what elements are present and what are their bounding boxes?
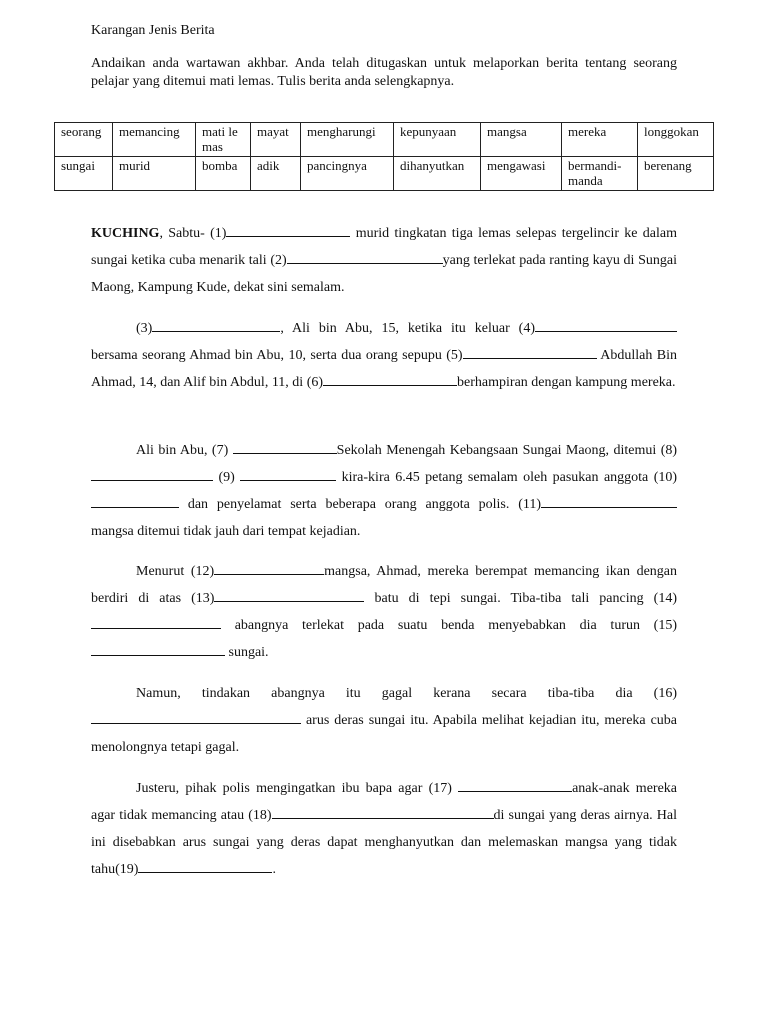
paragraph-6: [91, 775, 677, 883]
blank-number: (17): [428, 781, 452, 796]
table-cell: mereka: [562, 123, 638, 157]
paragraph-text: berhampiran dengan kampung mereka.: [457, 375, 676, 390]
answer-blank-16[interactable]: [91, 711, 301, 724]
blank-number: (9): [218, 470, 235, 485]
answer-blank-14[interactable]: [91, 616, 221, 629]
paragraph-text: Menurut: [136, 564, 191, 579]
table-cell: adik: [251, 157, 301, 191]
answer-blank-4[interactable]: [535, 319, 677, 332]
answer-blank-10[interactable]: [91, 495, 179, 508]
paragraph-text: sungai.: [225, 645, 269, 660]
table-cell: berenang: [638, 157, 714, 191]
table-cell: mengawasi: [481, 157, 562, 191]
table-cell: murid: [113, 157, 196, 191]
table-cell: mayat: [251, 123, 301, 157]
table-cell: dihanyutkan: [394, 157, 481, 191]
answer-blank-9[interactable]: [240, 468, 336, 481]
table-cell: mangsa: [481, 123, 562, 157]
blank-number: (18): [248, 808, 272, 823]
answer-blank-19[interactable]: [138, 860, 272, 873]
paragraph-text: Abdullah Bin Ahmad, 14, dan Alif bin Abdul, 11, di: [91, 348, 677, 390]
paragraph-text: mangsa, Ahmad, mereka berempat memancing ikan dengan berdiri di atas: [91, 564, 678, 606]
table-cell: kepunyaan: [394, 123, 481, 157]
paragraph-4: [91, 558, 677, 666]
paragraph-text: , Sabtu-: [159, 226, 211, 241]
blank-number: (7): [211, 443, 229, 458]
paragraph-text: batu di tepi sungai. Tiba-tiba tali pancing: [364, 591, 654, 606]
answer-blank-5[interactable]: [463, 346, 597, 359]
paragraph-text: .: [272, 862, 276, 877]
table-cell: pancingnya: [301, 157, 394, 191]
paragraph-2: [91, 315, 677, 396]
paragraph-text: bersama seorang Ahmad bin Abu, 10, serta dua orang sepupu: [91, 348, 447, 363]
paragraph-text: kira-kira 6.45 petang semalam oleh pasukan anggota: [336, 470, 654, 485]
table-cell: bermandi-manda: [562, 157, 638, 191]
table-cell: mengharungi: [301, 123, 394, 157]
instruction-text: [91, 55, 677, 91]
paragraph-text: , Ali bin Abu, 15, ketika itu keluar: [280, 321, 519, 336]
document-title: Karangan Jenis Berita: [91, 23, 215, 38]
table-cell: memancing: [113, 123, 196, 157]
paragraph-text: Justeru, pihak polis mengingatkan ibu bapa agar: [136, 781, 429, 796]
paragraph-text: dan penyelamat serta beberapa orang anggota polis.: [179, 497, 519, 512]
paragraph-text: Ali bin Abu,: [136, 443, 212, 458]
answer-blank-7[interactable]: [233, 441, 337, 454]
answer-blank-13[interactable]: [214, 589, 364, 602]
paragraph-text: di sungai yang deras airnya. Hal ini disebabkan arus sungai yang deras dapat menghanyutkan dan melemaskan mangsa yang tidak tahu: [91, 808, 677, 877]
blank-number: (2): [270, 253, 287, 268]
instruction-body: Andaikan anda wartawan akhbar. Anda telah ditugaskan untuk melaporkan berita tentang seorang pelajar yang ditemui mati lemas. Tulis berita anda selengkapnya.: [91, 56, 677, 89]
table-cell: sungai: [55, 157, 113, 191]
table-cell: mati lemas: [196, 123, 251, 157]
blank-number: (13): [191, 591, 215, 606]
word-bank-table: [54, 122, 714, 191]
blank-number: (10): [653, 470, 678, 485]
paragraph-5: [91, 680, 677, 761]
blank-number: (12): [190, 564, 215, 579]
blank-number: (4): [518, 321, 535, 336]
blank-number: (19): [115, 862, 139, 877]
paragraph-text: abangnya terlekat pada suatu benda menyebabkan dia turun: [221, 618, 654, 633]
blank-number: (6): [306, 375, 324, 390]
blank-number: (1): [210, 226, 227, 241]
answer-blank-18[interactable]: [272, 806, 494, 819]
blank-number: (3): [136, 321, 153, 336]
paragraph-text: anak-anak mereka agar tidak memancing atau: [91, 781, 677, 823]
answer-blank-15[interactable]: [91, 643, 225, 656]
answer-blank-6[interactable]: [323, 373, 457, 386]
dateline-city: KUCHING: [91, 226, 160, 241]
answer-blank-1[interactable]: [226, 224, 350, 237]
blank-number: (14): [653, 591, 677, 606]
blank-number: (15): [653, 618, 677, 633]
table-cell: longgokan: [638, 123, 714, 157]
paragraph-text: arus deras sungai itu. Apabila melihat kejadian itu, mereka cuba menolongnya tetapi gagal.: [91, 713, 677, 755]
paragraph-text: Namun, tindakan abangnya itu gagal kerana secara tiba-tiba dia: [136, 686, 654, 701]
paragraph-text: Sekolah Menengah Kebangsaan Sungai Maong, ditemui: [336, 443, 661, 458]
answer-blank-8[interactable]: [91, 468, 213, 481]
blank-number: (5): [446, 348, 463, 363]
blank-number: (11): [518, 497, 541, 512]
paragraph-1: [91, 220, 677, 301]
table-row: [55, 157, 714, 191]
paragraph-text: yang terlekat pada ranting kayu di Sungai Maong, Kampung Kude, dekat sini semalam.: [91, 253, 677, 295]
answer-blank-11[interactable]: [541, 495, 677, 508]
table-cell: bomba: [196, 157, 251, 191]
blank-number: (8): [660, 443, 678, 458]
blank-number: (16): [653, 686, 677, 701]
answer-blank-12[interactable]: [214, 562, 324, 575]
paragraph-text: murid tingkatan tiga lemas selepas tergelincir ke dalam sungai ketika cuba menarik tali: [91, 226, 677, 268]
answer-blank-3[interactable]: [152, 319, 280, 332]
paragraph-text: mangsa ditemui tidak jauh dari tempat kejadian.: [91, 524, 361, 539]
paragraph-3: [91, 437, 677, 545]
table-row: [55, 123, 714, 157]
answer-blank-2[interactable]: [287, 251, 443, 264]
table-cell: seorang: [55, 123, 113, 157]
answer-blank-17[interactable]: [458, 779, 572, 792]
